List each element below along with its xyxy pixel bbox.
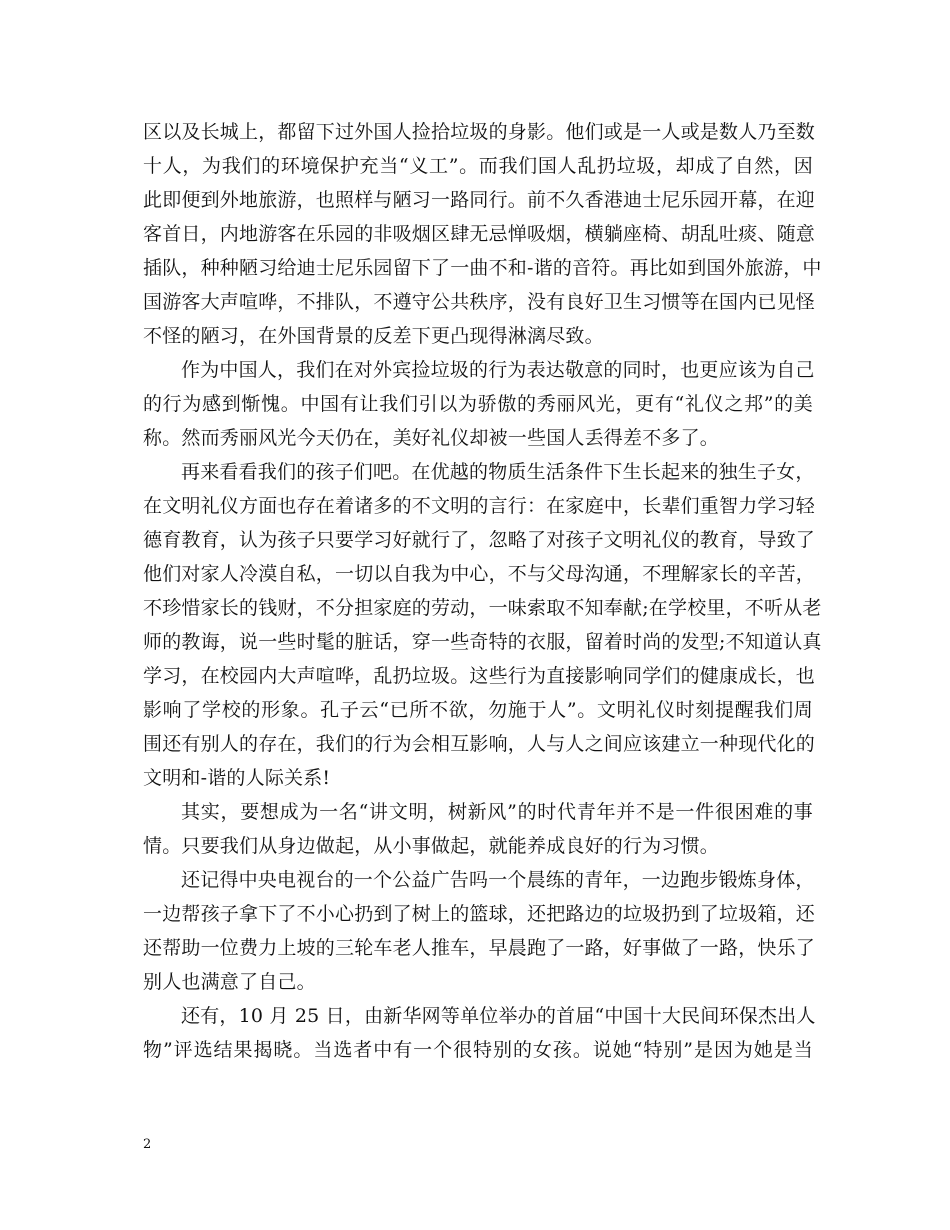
- paragraph-start-line: 还有，10 月 25 日，由新华网等单位举办的首届“中国十大民间环保杰出人: [181, 1005, 816, 1027]
- text-line: 在文明礼仪方面也存在着诸多的不文明的言行：在家庭中，长辈们重智力学习轻: [143, 495, 816, 517]
- text-line: 别人也满意了自己。: [143, 971, 316, 993]
- paragraph-start-line: 还记得中央电视台的一个公益广告吗一个晨练的青年，一边跑步锻炼身体，: [181, 869, 815, 891]
- paragraph-start-line: 再来看看我们的孩子们吧。在优越的物质生活条件下生长起来的独生子女，: [181, 461, 815, 483]
- text-line: 还帮助一位费力上坡的三轮车老人推车，早晨跑了一路，好事做了一路，快乐了: [143, 937, 816, 959]
- text-line: 他们对家人冷漠自私，一切以自我为中心，不与父母沟通，不理解家长的辛苦，: [143, 563, 816, 585]
- paragraph-start-line: 其实，要想成为一名“讲文明，树新风”的时代青年并不是一件很困难的事: [181, 801, 813, 823]
- text-line: 的行为感到惭愧。中国有让我们引以为骄傲的秀丽风光，更有“礼仪之邦”的美: [143, 393, 813, 415]
- text-line: 一边帮孩子拿下了不小心扔到了树上的篮球，还把路边的垃圾扔到了垃圾箱，还: [143, 903, 816, 925]
- text-line: 围还有别人的存在，我们的行为会相互影响，人与人之间应该建立一种现代化的: [143, 733, 816, 755]
- text-line: 影响了学校的形象。孔子云“已所不欲，勿施于人”。文明礼仪时刻提醒我们周: [143, 699, 813, 721]
- text-line: 此即便到外地旅游，也照样与陋习一路同行。前不久香港迪士尼乐园开幕，在迎: [143, 189, 816, 211]
- text-line: 不怪的陋习，在外国背景的反差下更凸现得淋漓尽致。: [143, 325, 604, 347]
- text-line: 学习，在校园内大声喧哗，乱扔垃圾。这些行为直接影响同学们的健康成长，也: [143, 665, 816, 687]
- page-number: 2: [143, 1137, 152, 1152]
- text-line: 区以及长城上，都留下过外国人捡拾垃圾的身影。他们或是一人或是数人乃至数: [143, 121, 816, 143]
- text-line: 插队，种种陋习给迪士尼乐园留下了一曲不和-谐的音符。再比如到国外旅游，中: [143, 257, 822, 279]
- text-line: 客首日，内地游客在乐园的非吸烟区肆无忌惮吸烟，横躺座椅、胡乱吐痰、随意: [143, 223, 816, 245]
- text-line: 国游客大声喧哗，不排队，不遵守公共秩序，没有良好卫生习惯等在国内已见怪: [143, 291, 816, 313]
- text-line: 物”评选结果揭晓。当选者中有一个很特别的女孩。说她“特别”是因为她是当: [143, 1039, 813, 1061]
- text-line: 德育教育，认为孩子只要学习好就行了，忽略了对孩子文明礼仪的教育，导致了: [143, 529, 816, 551]
- text-line: 师的教诲，说一些时髦的脏话，穿一些奇特的衣服，留着时尚的发型;不知道认真: [143, 631, 822, 653]
- text-line: 十人，为我们的环境保护充当“义工”。而我们国人乱扔垃圾，却成了自然，因: [143, 155, 813, 177]
- text-line: 情。只要我们从身边做起，从小事做起，就能养成良好的行为习惯。: [143, 835, 720, 857]
- text-line: 称。然而秀丽风光今天仍在，美好礼仪却被一些国人丢得差不多了。: [143, 427, 720, 449]
- text-line: 文明和-谐的人际关系!: [143, 767, 331, 789]
- text-line: 不珍惜家长的钱财，不分担家庭的劳动，一味索取不知奉献;在学校里，不听从老: [143, 597, 822, 619]
- paragraph-start-line: 作为中国人，我们在对外宾捡垃圾的行为表达敬意的同时，也更应该为自己: [181, 359, 815, 381]
